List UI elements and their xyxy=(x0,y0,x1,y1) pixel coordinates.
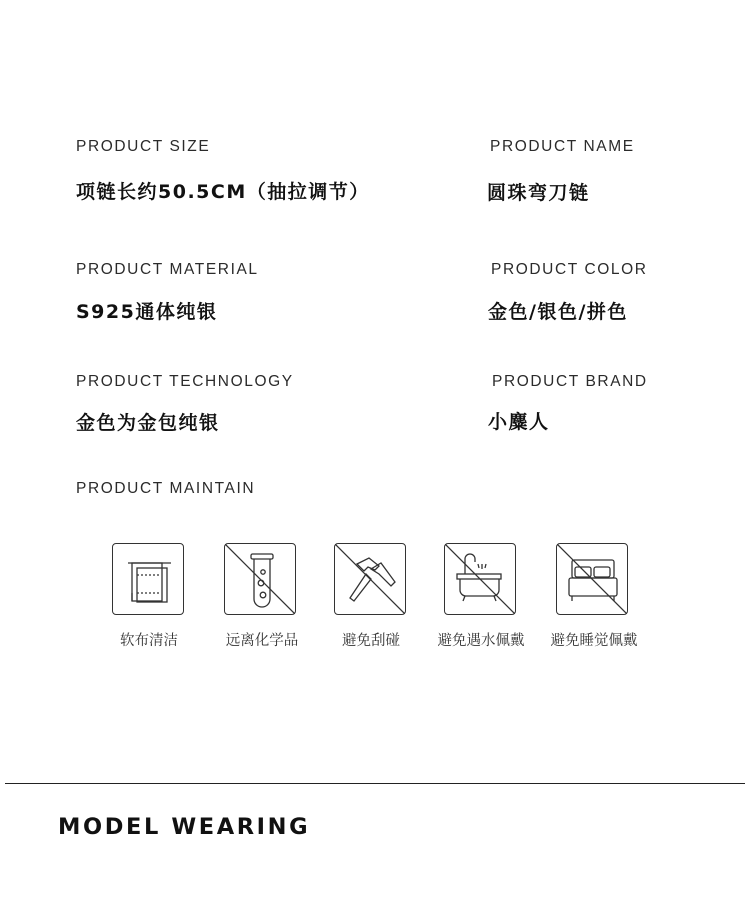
care-caption-water: 避免遇水佩戴 xyxy=(437,633,525,649)
product-technology-label: PRODUCT TECHNOLOGY xyxy=(76,373,294,390)
product-color-value: 金色/银色/拼色 xyxy=(488,301,628,323)
product-brand-value: 小麋人 xyxy=(488,411,550,433)
product-material-value: S925通体纯银 xyxy=(76,301,218,323)
bathtub-icon xyxy=(445,544,515,614)
care-item-chemicals xyxy=(224,543,296,615)
care-caption-soft-cloth: 软布清洁 xyxy=(120,633,178,649)
care-caption-chemicals: 远离化学品 xyxy=(225,633,299,649)
model-wearing-heading: MODEL WEARING xyxy=(58,814,311,840)
product-technology-value: 金色为金包纯银 xyxy=(76,412,220,434)
care-item-soft-cloth xyxy=(112,543,184,615)
product-name-value: 圆珠弯刀链 xyxy=(487,182,590,204)
product-brand-label: PRODUCT BRAND xyxy=(492,373,648,390)
product-size-label: PRODUCT SIZE xyxy=(76,138,211,155)
care-item-water xyxy=(444,543,516,615)
bed-icon xyxy=(557,544,627,614)
hammer-icon xyxy=(335,544,405,614)
product-maintain-label: PRODUCT MAINTAIN xyxy=(76,480,256,497)
care-item-scratch xyxy=(334,543,406,615)
care-caption-scratch: 避免刮碰 xyxy=(342,633,400,649)
product-name-label: PRODUCT NAME xyxy=(490,138,635,155)
product-color-label: PRODUCT COLOR xyxy=(491,261,648,278)
towel-icon xyxy=(113,544,183,614)
product-size-value: 项链长约50.5CM（抽拉调节） xyxy=(76,181,370,203)
section-divider xyxy=(5,783,745,784)
care-caption-sleep: 避免睡觉佩戴 xyxy=(550,633,638,649)
product-material-label: PRODUCT MATERIAL xyxy=(76,261,259,278)
test-tube-icon xyxy=(225,544,295,614)
care-item-sleep xyxy=(556,543,628,615)
